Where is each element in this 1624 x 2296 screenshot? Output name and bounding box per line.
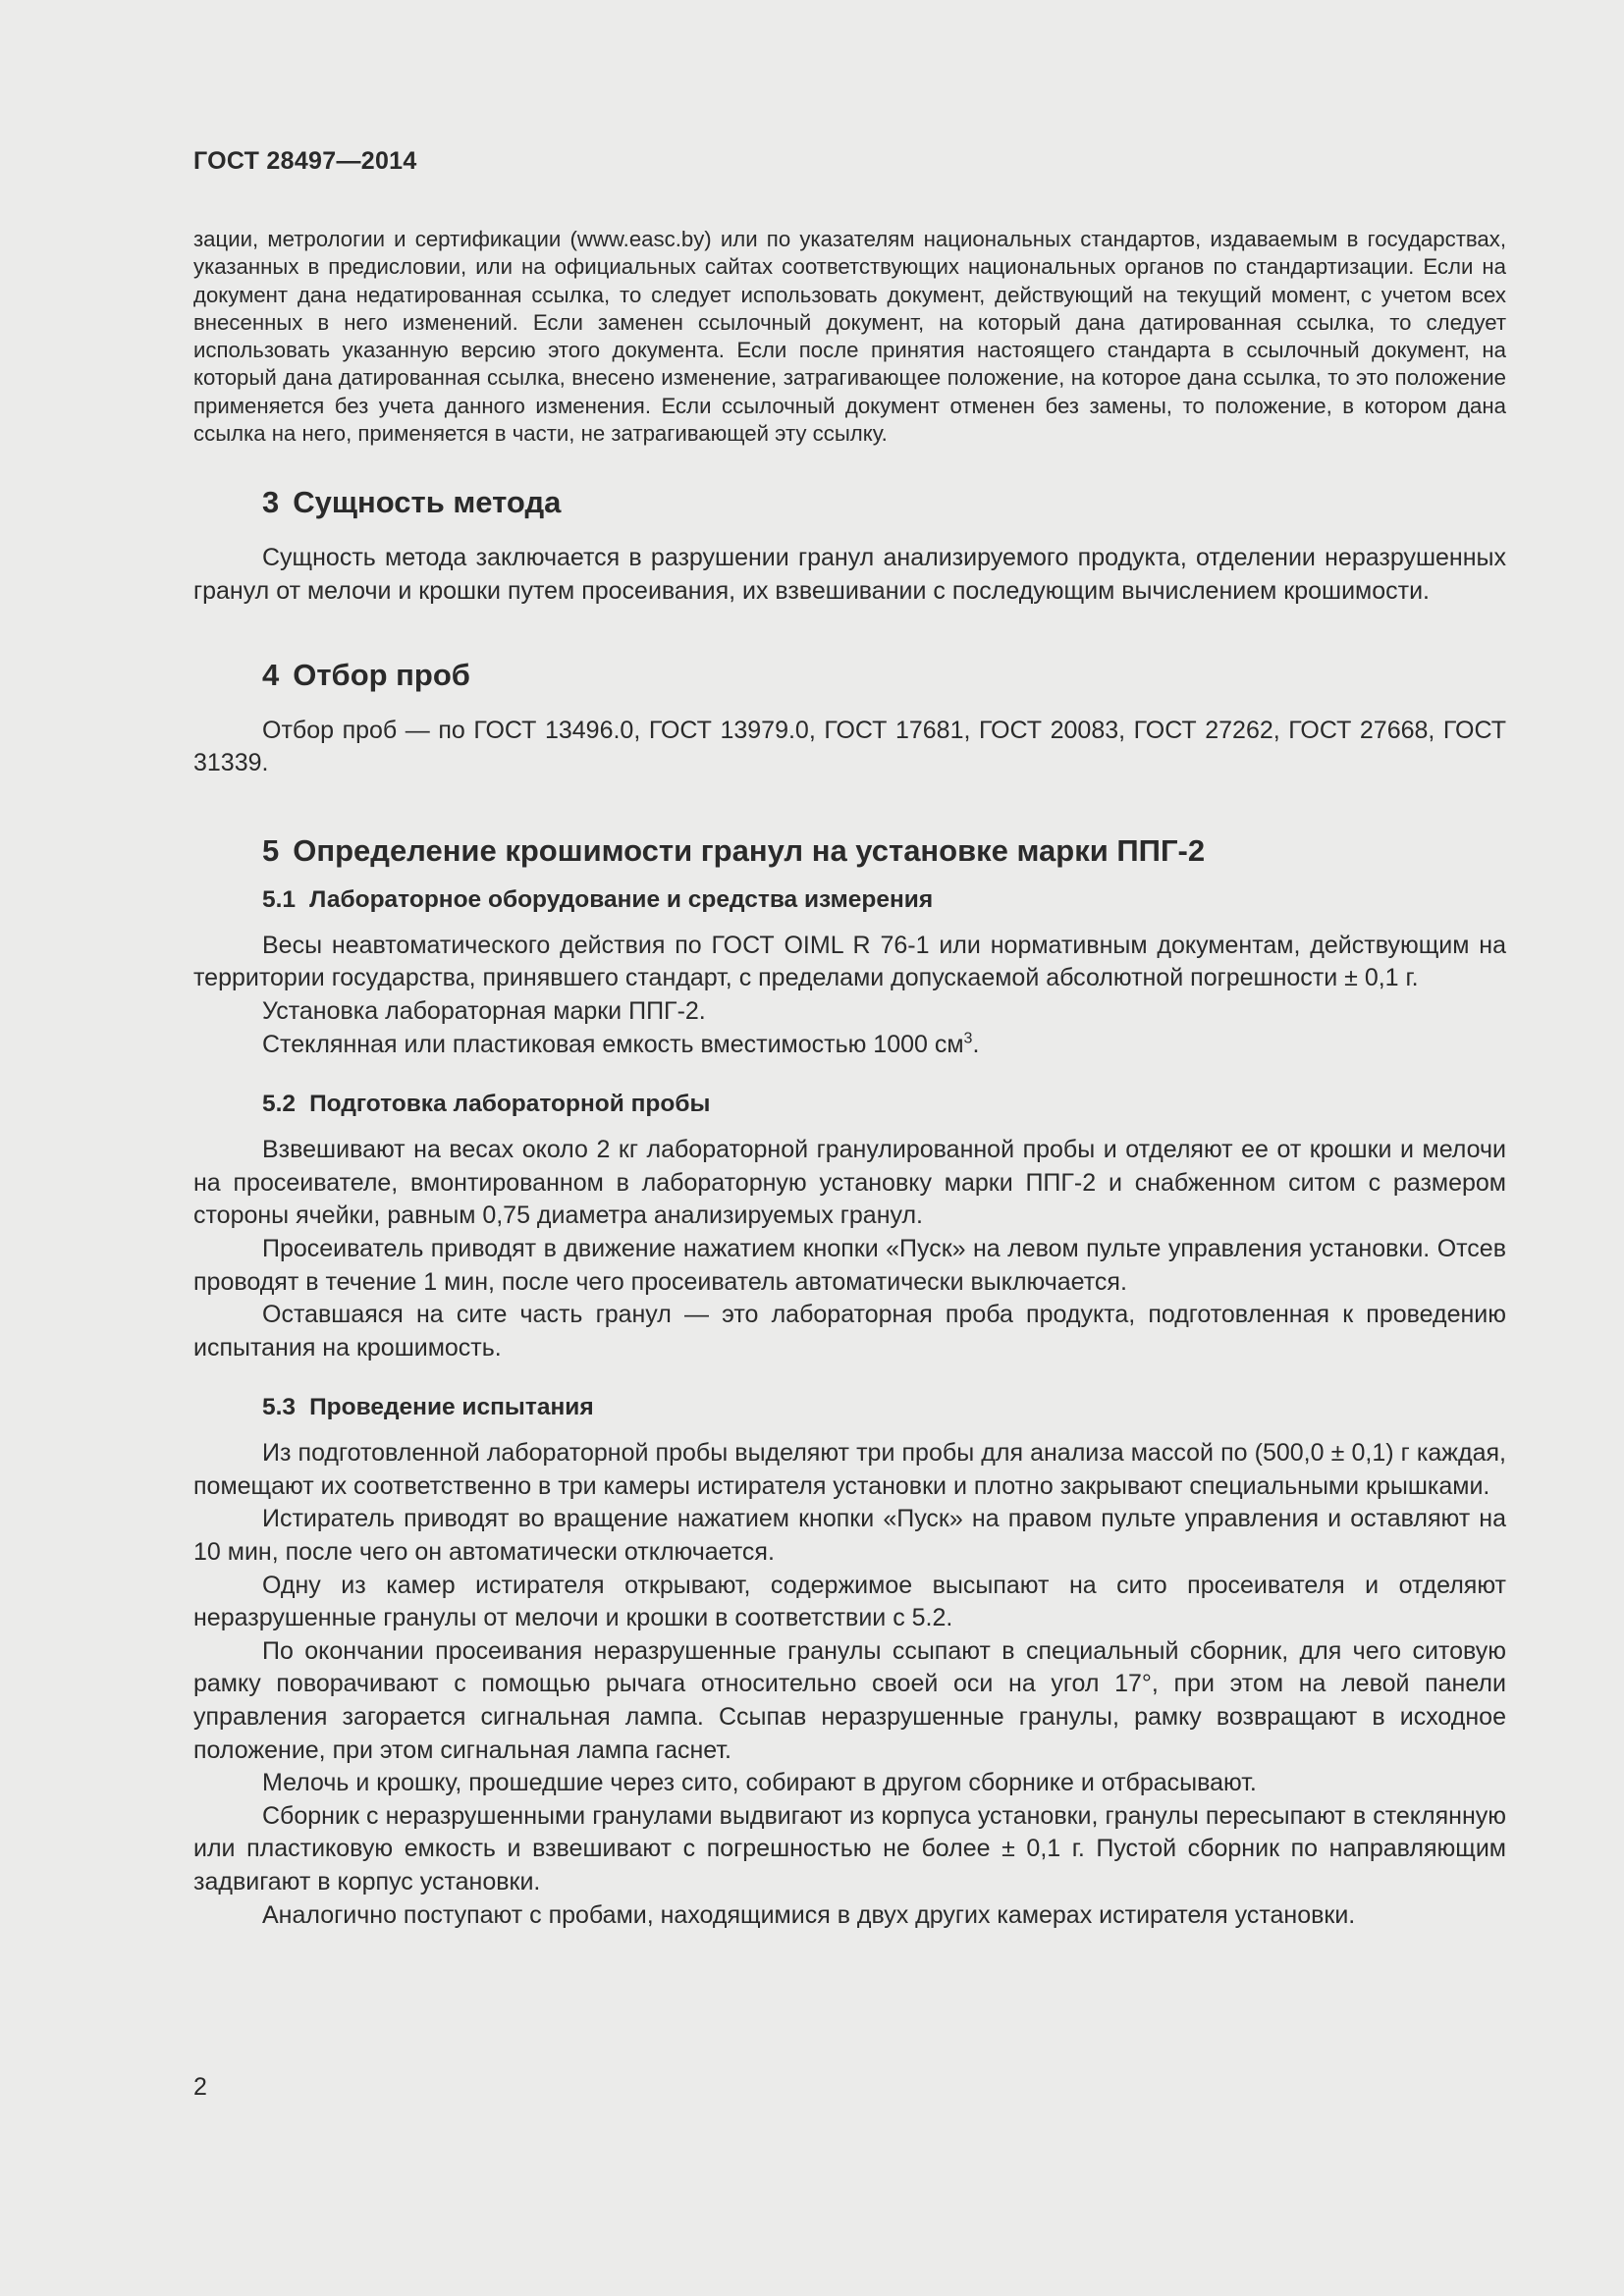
subsection-5-1-paragraph-3-end: .: [972, 1030, 980, 1058]
section-3-paragraph: Сущность метода заключается в разрушении гранул анализируемого продукта, отделении неразрушенных гранул от мелочи и крошки путем просеивания, их взвешивании с последующим вычислением крошимости.: [193, 544, 1506, 605]
subsection-5-3-paragraph-4: По окончании просеивания неразрушенные гранулы ссыпают в специальный сборник, для чего ситовую рамку поворачивают с помощью рычага относительно своей оси на угол 17°, при этом на левой панели управления загорается сигнальная лампа. Ссыпав неразрушенные гранулы, рамку возвращают в исходное положение, при этом сигнальная лампа гаснет.: [193, 1636, 1506, 1764]
subsection-5-2-number: 5.2: [262, 1091, 297, 1118]
subsection-5-3-paragraph-6: Сборник с неразрушенными гранулами выдвигают из корпуса установки, гранулы пересыпают в стеклянную или пластиковую емкость и взвешивают с погрешностью не более ± 0,1 г. Пустой сборник по направляющим задвигают в корпус установки.: [193, 1801, 1506, 1896]
section-3-title: Сущность метода: [293, 485, 562, 520]
section-4-paragraph: Отбор проб — по ГОСТ 13496.0, ГОСТ 13979.0, ГОСТ 17681, ГОСТ 20083, ГОСТ 27262, ГОСТ 27668, ГОСТ 31339.: [193, 716, 1506, 777]
subsection-5-1-title: Лабораторное оборудование и средства измерения: [309, 885, 934, 913]
section-3: [193, 483, 1506, 608]
subsection-5-3-title: Проведение испытания: [309, 1394, 594, 1421]
subsection-5-1-paragraph-3-text: Стеклянная или пластиковая емкость вместимостью 1000 см: [262, 1030, 964, 1058]
subsection-5-2-heading: [193, 1089, 1506, 1120]
subsection-5-3-paragraph-2: Истиратель приводят во вращение нажатием кнопки «Пуск» на правом пульте управления и оставляют на 10 мин, после чего он автоматически отключается.: [193, 1505, 1506, 1567]
intro-paragraph: зации, метрологии и сертификации (www.easc.by) или по указателям национальных стандартов, издаваемым в государствах, указанных в предисловии, или на официальных сайтах соответствующих национальных органов по стандартизации. Если на документ дана недатированная ссылка, то следует использовать документ, действующий на текущий момент, с учетом всех внесенных в него изменений. Если заменен ссылочный документ, на который дана датированная ссылка, то следует использовать указанную версию этого документа. Если после принятия настоящего стандарта в ссылочный документ, на который дана датированная ссылка, внесено изменение, затрагивающее положение, на которое дана ссылка, то это положение применяется без учета данного изменения. Если ссылочный документ отменен без замены, то положение, в котором дана ссылка на него, применяется в части, не затрагивающей эту ссылку.: [193, 227, 1506, 447]
subsection-5-3: [193, 1392, 1506, 1932]
subsection-5-3-paragraph-3: Одну из камер истирателя открывают, содержимое высыпают на сито просеивателя и отделяют неразрушенные гранулы от мелочи и крошки в соответствии с 5.2.: [193, 1571, 1506, 1632]
page-content: [193, 226, 1506, 1932]
superscript-3: 3: [963, 1030, 973, 1047]
subsection-5-3-heading: [193, 1392, 1506, 1423]
subsection-5-1-paragraph-1: Весы неавтоматического действия по ГОСТ OIML R 76-1 или нормативным документам, действующим на территории государства, принявшего стандарт, с пределами допускаемой абсолютной погрешности ± 0,1 г.: [193, 931, 1506, 992]
section-3-heading: [193, 483, 1506, 522]
document-header: ГОСТ 28497—2014: [193, 147, 417, 175]
section-4-number: 4: [262, 657, 280, 692]
page-number: 2: [193, 2073, 207, 2101]
subsection-5-2-paragraph-3: Оставшаяся на сите часть гранул — это лабораторная проба продукта, подготовленная к проведению испытания на крошимость.: [193, 1301, 1506, 1362]
subsection-5-1-heading: [193, 884, 1506, 916]
subsection-5-1: [193, 884, 1506, 1061]
subsection-5-2-paragraph-2: Просеиватель приводят в движение нажатием кнопки «Пуск» на левом пульте управления установки. Отсев проводят в течение 1 мин, после чего просеиватель автоматически выключается.: [193, 1234, 1506, 1296]
subsection-5-1-paragraph-3: [193, 1029, 1506, 1062]
subsection-5-3-paragraph-7: Аналогично поступают с пробами, находящимися в двух других камерах истирателя установки.: [262, 1900, 1356, 1929]
subsection-5-2-title: Подготовка лабораторной пробы: [309, 1091, 711, 1118]
section-5-number: 5: [262, 832, 280, 868]
section-3-number: 3: [262, 485, 280, 520]
subsection-5-3-paragraph-5: Мелочь и крошку, прошедшие через сито, собирают в другом сборнике и отбрасывают.: [262, 1769, 1257, 1797]
subsection-5-1-paragraph-2: Установка лабораторная марки ППГ-2.: [262, 996, 706, 1025]
subsection-5-3-paragraph-1: Из подготовленной лабораторной пробы выделяют три пробы для анализа массой по (500,0 ± 0,1) г каждая, помещают их соответственно в три камеры истирателя установки и плотно закрывают специальными крышками.: [193, 1439, 1506, 1500]
section-5: [193, 831, 1506, 1932]
section-4: [193, 656, 1506, 780]
section-4-heading: [193, 656, 1506, 695]
section-5-title: Определение крошимости гранул на установке марки ППГ-2: [293, 832, 1206, 868]
subsection-5-3-number: 5.3: [262, 1394, 297, 1421]
section-4-title: Отбор проб: [293, 657, 470, 692]
section-5-heading: [193, 831, 1506, 871]
subsection-5-1-number: 5.1: [262, 885, 297, 913]
intro-paragraph-block: [193, 226, 1506, 448]
subsection-5-2: [193, 1089, 1506, 1364]
subsection-5-2-paragraph-1: Взвешивают на весах около 2 кг лабораторной гранулированной пробы и отделяют ее от крошки и мелочи на просеивателе, вмонтированном в лабораторную установку марки ППГ-2 и снабженном ситом с размером стороны ячейки, равным 0,75 диаметра анализируемых гранул.: [193, 1136, 1506, 1230]
